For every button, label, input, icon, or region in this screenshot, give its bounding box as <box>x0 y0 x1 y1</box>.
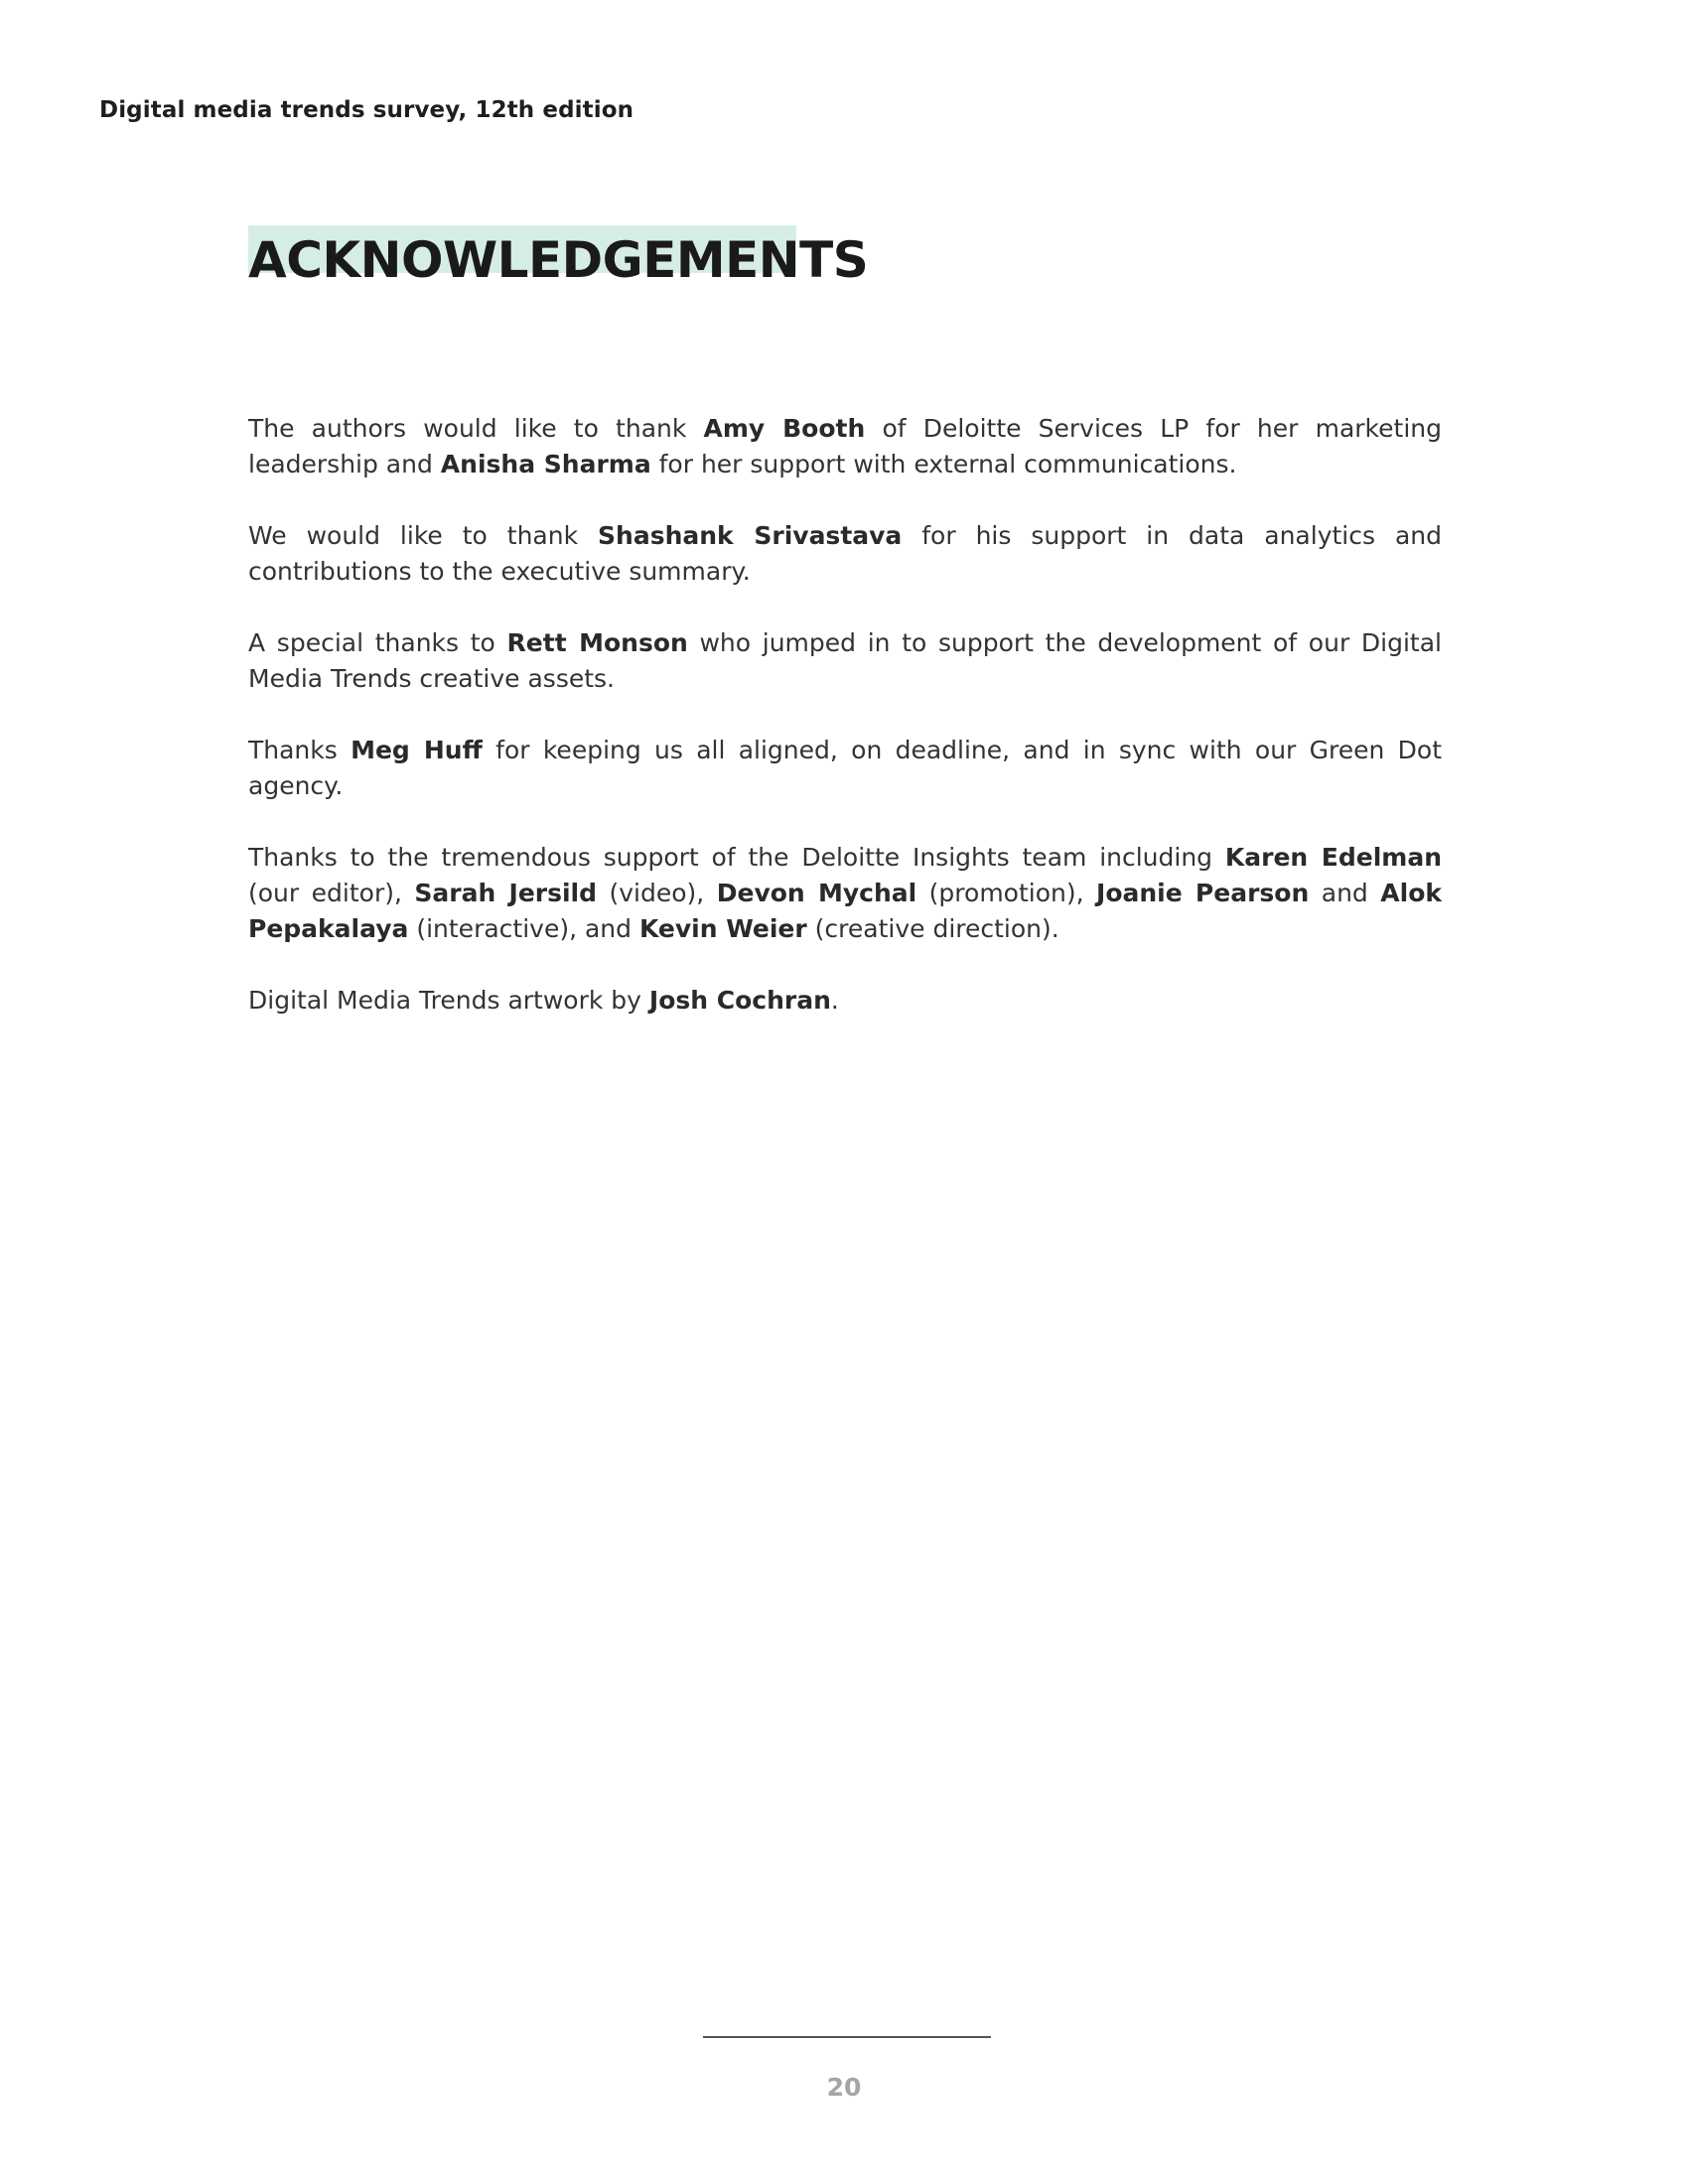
paragraph-text: (creative direction). <box>806 914 1059 943</box>
page-title: ACKNOWLEDGEMENTS <box>248 231 869 289</box>
paragraph-text: Digital Media Trends artwork by <box>248 986 649 1015</box>
paragraph-text: for her support with external communications. <box>650 450 1237 478</box>
paragraph-text: A special thanks to <box>248 628 507 657</box>
paragraph-text: (our editor), <box>248 879 415 907</box>
paragraph-text: (interactive), and <box>408 914 639 943</box>
page-number: 20 <box>826 2073 862 2102</box>
acknowledgements-body <box>248 411 1442 1054</box>
paragraph-text: for keeping us all aligned, on deadline, and in sync with our Green Dot agency. <box>248 736 1442 800</box>
paragraph-text: Thanks to the tremendous support of the Deloitte Insights team including <box>248 843 1225 872</box>
paragraph-text: (video), <box>597 879 717 907</box>
paragraph-text: We would like to thank <box>248 521 599 550</box>
person-name: Alok Pepakalaya <box>248 879 1442 943</box>
person-name: Devon Mychal <box>716 879 917 907</box>
paragraph-text: for his support in data analytics and contributions to the executive summary. <box>248 521 1442 586</box>
person-name: Sarah Jersild <box>414 879 598 907</box>
paragraph-text: of Deloitte Services LP for her marketing leadership and <box>248 414 1442 478</box>
person-name: Amy Booth <box>703 414 866 443</box>
paragraph-insights-team <box>248 840 1442 947</box>
footer-divider <box>703 2036 991 2038</box>
person-name: Karen Edelman <box>1224 843 1442 872</box>
paragraph-text: . <box>830 986 839 1015</box>
title-block <box>248 225 868 295</box>
person-name: Joanie Pearson <box>1096 879 1310 907</box>
paragraph-text: who jumped in to support the development of our Digital Media Trends creative assets. <box>248 628 1442 693</box>
person-name: Anisha Sharma <box>440 450 651 478</box>
paragraph-marketing <box>248 411 1442 482</box>
paragraph-text: (promotion), <box>916 879 1097 907</box>
paragraph-coordination <box>248 733 1442 804</box>
person-name: Josh Cochran <box>648 986 831 1015</box>
person-name: Meg Huff <box>351 736 483 764</box>
paragraph-text: and <box>1309 879 1381 907</box>
paragraph-artwork <box>248 983 1442 1019</box>
paragraph-analytics <box>248 518 1442 590</box>
person-name: Shashank Srivastava <box>598 521 903 550</box>
paragraph-text: The authors would like to thank <box>248 414 704 443</box>
running-header: Digital media trends survey, 12th edition <box>99 97 634 123</box>
person-name: Rett Monson <box>506 628 688 657</box>
person-name: Kevin Weier <box>638 914 807 943</box>
paragraph-text: Thanks <box>248 736 352 764</box>
paragraph-creative-assets <box>248 625 1442 697</box>
